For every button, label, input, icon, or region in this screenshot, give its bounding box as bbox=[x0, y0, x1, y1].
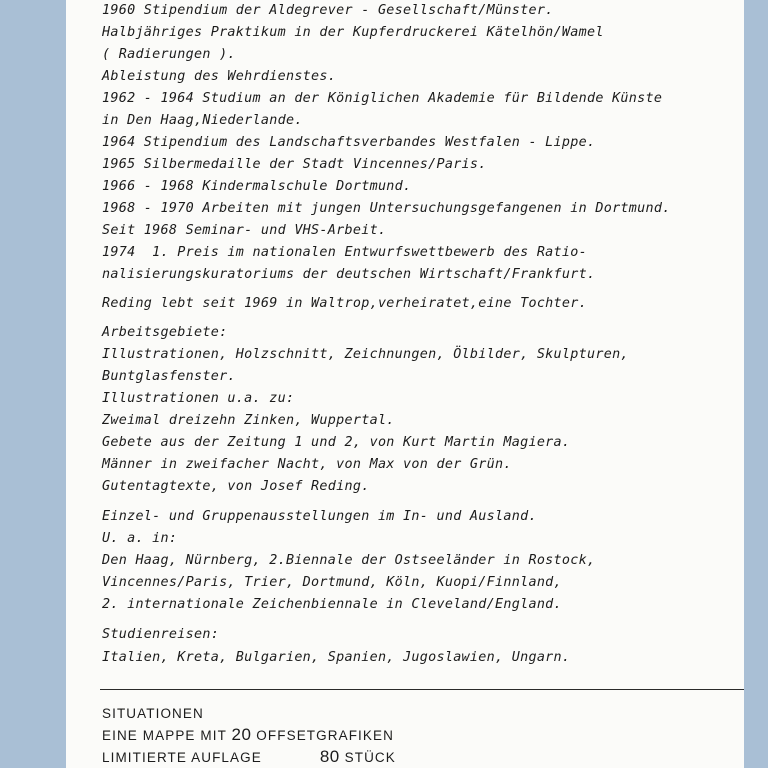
bio-line: Ableistung des Wehrdienstes. bbox=[102, 69, 337, 84]
bio-line: 2. internationale Zeichenbiennale in Cleveland/England. bbox=[102, 597, 562, 612]
section-heading: Studienreisen: bbox=[102, 627, 220, 642]
bio-line: Italien, Kreta, Bulgarien, Spanien, Jugoslawien, Ungarn. bbox=[102, 650, 571, 665]
bio-line: Reding lebt seit 1969 in Waltrop,verheiratet,eine Tochter. bbox=[102, 296, 587, 311]
bio-line: Zweimal dreizehn Zinken, Wuppertal. bbox=[102, 413, 395, 428]
bio-line: 1962 - 1964 Studium an der Königlichen Akademie für Bildende Künste bbox=[102, 91, 663, 106]
auflage-label: LIMITIERTE AUFLAGE bbox=[102, 750, 262, 765]
bio-line: Halbjähriges Praktikum in der Kupferdruckerei Kätelhön/Wamel bbox=[102, 25, 604, 40]
bio-line: U. a. in: bbox=[102, 531, 178, 546]
bio-line: Den Haag, Nürnberg, 2.Biennale der Ostseeländer in Rostock, bbox=[102, 553, 596, 568]
portfolio-contents bbox=[102, 727, 394, 744]
bio-line: in Den Haag,Niederlande. bbox=[102, 113, 303, 128]
document-page bbox=[66, 0, 744, 768]
bio-line: Einzel- und Gruppenausstellungen im In- und Ausland. bbox=[102, 509, 537, 524]
edition-size bbox=[102, 749, 396, 766]
bio-line: Gebete aus der Zeitung 1 und 2, von Kurt Martin Magiera. bbox=[102, 435, 571, 450]
bio-line: ( Radierungen ). bbox=[102, 47, 236, 62]
mappe-count: 20 bbox=[231, 725, 252, 744]
bio-line: Illustrationen u.a. zu: bbox=[102, 391, 295, 406]
bio-line: 1964 Stipendium des Landschaftsverbandes Westfalen - Lippe. bbox=[102, 135, 596, 150]
bio-line: Vincennes/Paris, Trier, Dortmund, Köln, Kuopi/Finnland, bbox=[102, 575, 562, 590]
bio-line: Seit 1968 Seminar- und VHS-Arbeit. bbox=[102, 223, 387, 238]
portfolio-title: SITUATIONEN bbox=[102, 706, 204, 721]
bio-line: 1966 - 1968 Kindermalschule Dortmund. bbox=[102, 179, 412, 194]
section-heading: Arbeitsgebiete: bbox=[102, 325, 228, 340]
bio-line: nalisierungskuratoriums der deutschen Wirtschaft/Frankfurt. bbox=[102, 267, 596, 282]
horizontal-divider bbox=[100, 689, 744, 690]
bio-line: 1960 Stipendium der Aldegrever - Gesellschaft/Münster. bbox=[102, 3, 554, 18]
bio-line: 1974 1. Preis im nationalen Entwurfswettbewerb des Ratio- bbox=[102, 245, 587, 260]
auflage-unit: STÜCK bbox=[339, 750, 396, 765]
mappe-suffix: OFFSETGRAFIKEN bbox=[251, 728, 394, 743]
bio-line: 1968 - 1970 Arbeiten mit jungen Untersuchungsgefangenen in Dortmund. bbox=[102, 201, 671, 216]
bio-line: Buntglasfenster. bbox=[102, 369, 236, 384]
bio-line: Männer in zweifacher Nacht, von Max von der Grün. bbox=[102, 457, 512, 472]
auflage-count: 80 bbox=[319, 747, 340, 766]
mappe-prefix: EINE MAPPE MIT bbox=[102, 728, 232, 743]
bio-line: Illustrationen, Holzschnitt, Zeichnungen, Ölbilder, Skulpturen, bbox=[102, 347, 629, 362]
bio-line: 1965 Silbermedaille der Stadt Vincennes/Paris. bbox=[102, 157, 487, 172]
bio-line: Gutentagtexte, von Josef Reding. bbox=[102, 479, 370, 494]
